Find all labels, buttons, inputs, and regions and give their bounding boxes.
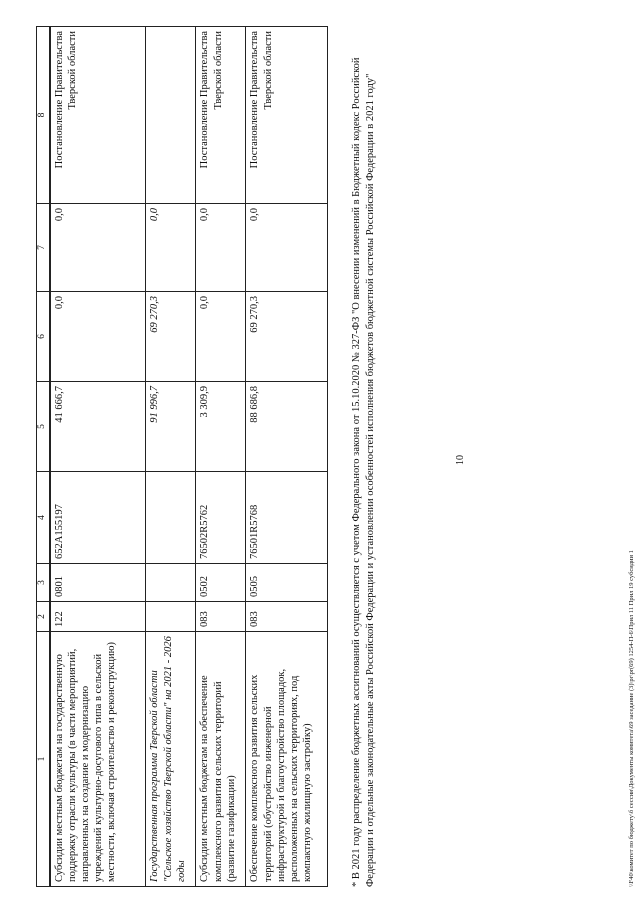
cell-c4 bbox=[146, 472, 196, 564]
cell-c8: Постановление Правительства Тверской области bbox=[196, 27, 246, 204]
cell-c7: 0,0 bbox=[146, 204, 196, 292]
cell-c3: 0505 bbox=[246, 564, 328, 602]
cell-c8: Постановление Правительства Тверской области bbox=[246, 27, 328, 204]
table-header-row bbox=[37, 27, 50, 887]
cell-c7: 0,0 bbox=[50, 204, 146, 292]
cell-c5: 41 666,7 bbox=[50, 382, 146, 472]
footer-file-path: \\F40\комитет по бюджету\б сессия\Документы комитета\69 заседание (3)\pr\pr(69) 1254-П-6\Прил 11 Прил 19 субсидии 1 bbox=[628, 550, 635, 887]
cell-c5: 88 686,8 bbox=[246, 382, 328, 472]
budget-table bbox=[36, 26, 328, 887]
col-header: 1 bbox=[37, 632, 50, 887]
cell-c2: 083 bbox=[246, 602, 328, 632]
cell-c8 bbox=[146, 27, 196, 204]
col-header: 4 bbox=[37, 472, 50, 564]
col-header: 3 bbox=[37, 564, 50, 602]
col-header: 2 bbox=[37, 602, 50, 632]
page-number: 10 bbox=[455, 455, 466, 465]
cell-c6: 69 270,3 bbox=[146, 292, 196, 382]
cell-c6: 0,0 bbox=[50, 292, 146, 382]
cell-c6: 0,0 bbox=[196, 292, 246, 382]
row-description: Государственная программа Тверской области "Сельское хозяйство Тверской области" на 2021 - 2026 годы bbox=[146, 632, 196, 887]
cell-c2 bbox=[146, 602, 196, 632]
col-header: 6 bbox=[37, 292, 50, 382]
cell-c7: 0,0 bbox=[246, 204, 328, 292]
row-description: Обеспечение комплексного развития сельских территорий (обустройство инженерной инфраструктурой и благоустройство площадок, расположенных на сельских территориях, под компактную жилищную застройку) bbox=[246, 632, 328, 887]
cell-c6: 69 270,3 bbox=[246, 292, 328, 382]
row-description: Субсидии местным бюджетам на обеспечение комплексного развития сельских территорий (развитие газификации) bbox=[196, 632, 246, 887]
cell-c3: 0801 bbox=[50, 564, 146, 602]
cell-c8: Постановление Правительства Тверской области bbox=[50, 27, 146, 204]
col-header: 5 bbox=[37, 382, 50, 472]
table-row bbox=[50, 27, 146, 887]
col-header: 7 bbox=[37, 204, 50, 292]
cell-c2: 122 bbox=[50, 602, 146, 632]
cell-c4: 76502R5762 bbox=[196, 472, 246, 564]
table-row bbox=[146, 27, 196, 887]
footnote: * В 2021 году распределение бюджетных ассигнований осуществляется с учетом Федерального закона от 15.10.2020 № 327-ФЗ "О внесении изменений в Бюджетный кодекс Российской Федерации и отдельные законодательные акты Российской Федерации и установлении особенностей исполнения бюджетов бюджетной системы Российской Федерации в 2021 году" bbox=[351, 57, 377, 887]
cell-c3: 0502 bbox=[196, 564, 246, 602]
cell-c5: 91 996,7 bbox=[146, 382, 196, 472]
table-row bbox=[246, 27, 328, 887]
cell-c4: 652A155197 bbox=[50, 472, 146, 564]
cell-c5: 3 309,9 bbox=[196, 382, 246, 472]
cell-c3 bbox=[146, 564, 196, 602]
cell-c4: 76501R5768 bbox=[246, 472, 328, 564]
row-description: Субсидии местным бюджетам на государственную поддержку отрасли культуры (в части мероприятий, направленных на создание и модернизацию учреждений культурно-досугового типа в сельской местности, включая строительство и реконструкцию) bbox=[50, 632, 146, 887]
cell-c2: 083 bbox=[196, 602, 246, 632]
table-row bbox=[196, 27, 246, 887]
cell-c7: 0,0 bbox=[196, 204, 246, 292]
col-header: 8 bbox=[37, 27, 50, 204]
